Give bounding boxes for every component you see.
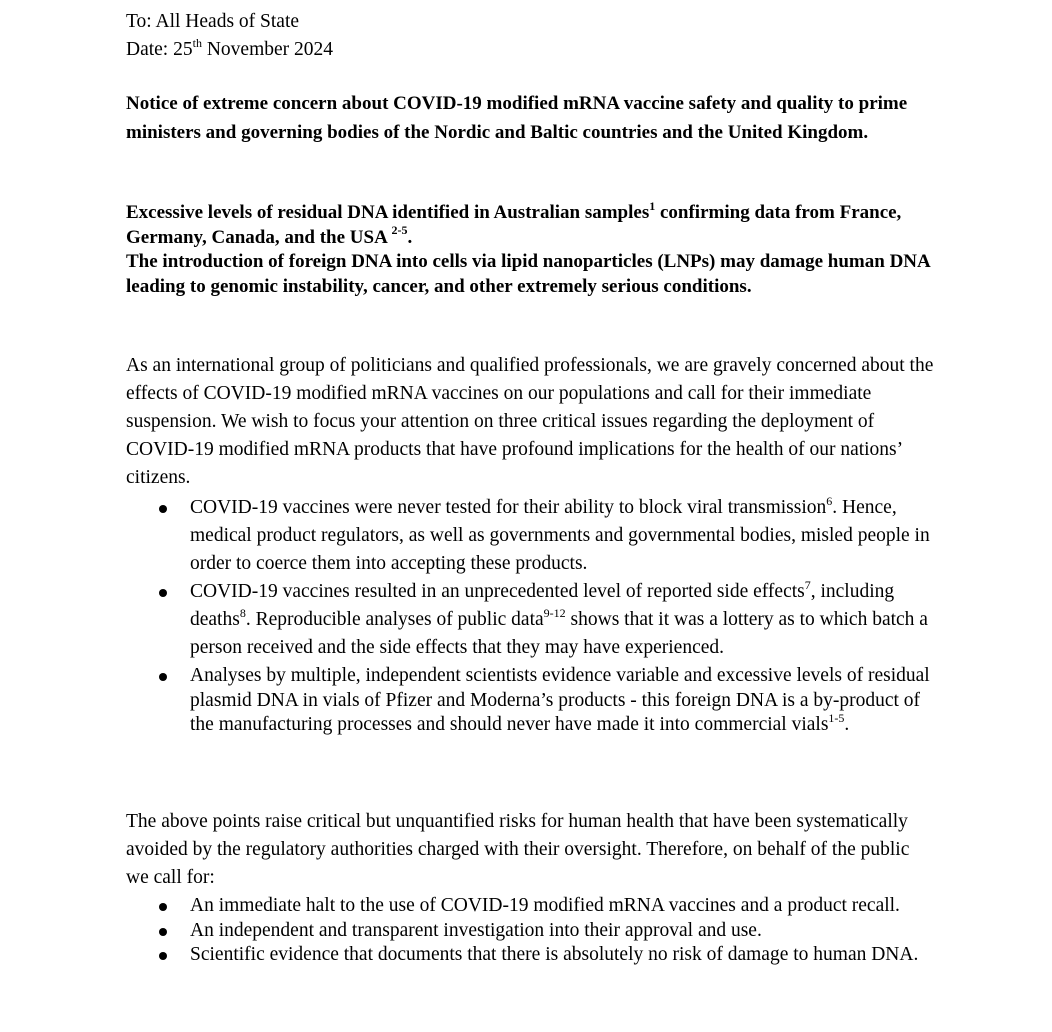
issue-text: , including deaths — [190, 581, 895, 630]
issue-item — [126, 494, 936, 578]
subtitle-line-1 — [126, 198, 936, 250]
demand-text: Scientific evidence that documents that there is absolutely no risk of damage to human DNA. — [190, 944, 919, 965]
footnote-ref: 8 — [239, 605, 246, 620]
footnote-ref: 9-12 — [543, 605, 566, 620]
demand-item — [126, 919, 936, 944]
document-subtitle — [126, 198, 936, 299]
issue-text: . Hence, medical product regulators, as well as governments and governmental bodies, misled people in order to coerce them into accepting these products. — [190, 497, 930, 574]
date-ordinal: th — [192, 35, 202, 50]
bullet-icon — [159, 673, 167, 681]
intro-text: As an international group of politicians and qualified professionals, we are gravely concerned about the effects of COVID-19 modified mRNA vaccines on our populations and call for their immediate suspension. We wish to focus your attention on three critical issues regarding the deployment of COVID-19 modified mRNA products that have profound implications for the health of our nations’ citizens. — [126, 355, 934, 488]
footnote-ref: 2-5 — [391, 223, 408, 238]
bullet-icon — [159, 928, 167, 936]
issue-item — [126, 664, 936, 738]
date-prefix: Date: 25 — [126, 39, 193, 60]
intro-paragraph — [126, 352, 936, 492]
subtitle-text-3: . — [407, 226, 413, 248]
subtitle-line-2: The introduction of foreign DNA into cells via lipid nanoparticles (LNPs) may damage human DNA leading to genomic instability, cancer, and other extremely serious conditions. — [126, 251, 930, 297]
issue-text: shows that it was a lottery as to which batch a person received and the side effects that they may have experienced. — [190, 609, 928, 658]
demand-text: An immediate halt to the use of COVID-19 modified mRNA vaccines and a product recall. — [190, 895, 900, 916]
footnote-ref: 7 — [804, 577, 811, 592]
footnote-ref: 6 — [826, 493, 833, 508]
demand-item — [126, 894, 936, 919]
date-suffix: November 2024 — [201, 39, 334, 60]
conclusion-paragraph — [126, 808, 936, 892]
subtitle-text-2: confirming data from France, Germany, Canada, and the USA — [126, 202, 902, 248]
date-line — [126, 36, 333, 63]
document-title — [126, 90, 936, 147]
issue-text: . Reproducible analyses of public data — [245, 609, 544, 630]
bullet-icon — [159, 589, 167, 597]
demand-text: An independent and transparent investigation into their approval and use. — [190, 919, 762, 941]
footnote-ref: 1-5 — [828, 710, 845, 725]
title-text: Notice of extreme concern about COVID-19 modified mRNA vaccine safety and quality to prime ministers and governing bodies of the Nordic and Baltic countries and the United Kingdom. — [126, 93, 908, 143]
recipient-line — [126, 8, 299, 35]
bullet-icon — [159, 952, 167, 960]
issues-list — [126, 494, 936, 738]
recipient-text: To: All Heads of State — [126, 11, 300, 32]
issue-text: COVID-19 vaccines were never tested for their ability to block viral transmission — [190, 497, 827, 518]
conclusion-text: The above points raise critical but unquantified risks for human health that have been systematically avoided by the regulatory authorities charged with their oversight. Therefore, on behalf of the public we call for: — [126, 811, 910, 888]
demand-item — [126, 943, 936, 968]
footnote-ref: 1 — [649, 198, 656, 213]
subtitle-text-1: Excessive levels of residual DNA identified in Australian samples — [126, 202, 650, 223]
demands-list — [126, 894, 936, 968]
issue-item — [126, 578, 936, 662]
bullet-icon — [159, 505, 167, 513]
issue-text: COVID-19 vaccines resulted in an unprecedented level of reported side effects — [190, 581, 805, 602]
issue-text: . — [844, 714, 850, 735]
bullet-icon — [159, 903, 167, 911]
issue-text: Analyses by multiple, independent scientists evidence variable and excessive levels of residual plasmid DNA in vials of Pfizer and Moderna’s products - this foreign DNA is a by-product of the manufacturing processes and should never have made it into commercial vials — [190, 665, 930, 735]
